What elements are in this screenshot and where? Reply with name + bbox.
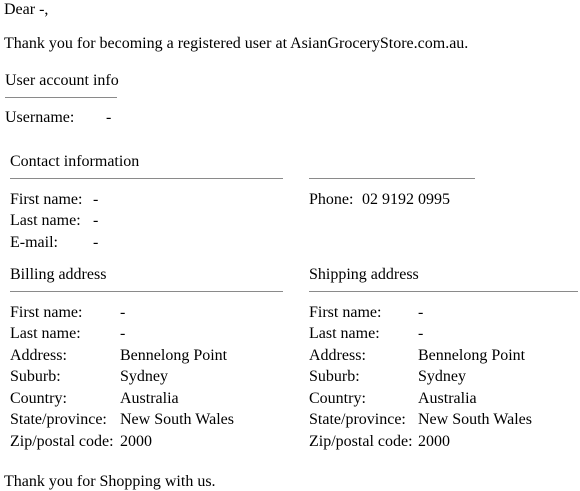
shipping-divider <box>309 291 578 292</box>
shipping-address-label: Address: <box>309 347 366 364</box>
billing-last-name-label: Last name: <box>10 325 81 342</box>
contact-last-name-label: Last name: <box>10 212 81 229</box>
billing-first-name-value: - <box>120 304 126 321</box>
username-label: Username: <box>5 109 75 126</box>
contact-last-name-value: - <box>93 212 99 229</box>
greeting: Dear -, <box>4 1 49 18</box>
shipping-heading: Shipping address <box>309 266 419 283</box>
shipping-last-name-value: - <box>418 325 424 342</box>
phone-value: 02 9192 0995 <box>362 191 450 208</box>
contact-email-value: - <box>93 234 99 251</box>
billing-zip-value: 2000 <box>120 433 152 450</box>
billing-last-name-value: - <box>120 325 126 342</box>
billing-state-value: New South Wales <box>120 411 234 428</box>
shipping-country-value: Australia <box>418 390 477 407</box>
shipping-country-label: Country: <box>309 390 366 407</box>
contact-divider-left <box>10 178 283 179</box>
shipping-suburb-value: Sydney <box>418 368 466 385</box>
billing-first-name-label: First name: <box>10 304 83 321</box>
billing-divider <box>10 291 283 292</box>
billing-country-value: Australia <box>120 390 179 407</box>
billing-suburb-label: Suburb: <box>10 368 61 385</box>
shipping-state-label: State/province: <box>309 411 406 428</box>
billing-country-label: Country: <box>10 390 67 407</box>
intro-text: Thank you for becoming a registered user at AsianGroceryStore.com.au. <box>4 35 469 52</box>
contact-first-name-value: - <box>93 191 99 208</box>
billing-zip-label: Zip/postal code: <box>10 433 114 450</box>
shipping-first-name-label: First name: <box>309 304 382 321</box>
billing-heading: Billing address <box>10 266 107 283</box>
username-value: - <box>106 109 112 126</box>
shipping-last-name-label: Last name: <box>309 325 380 342</box>
shipping-zip-label: Zip/postal code: <box>309 433 413 450</box>
billing-state-label: State/province: <box>10 411 107 428</box>
phone-label: Phone: <box>309 191 354 208</box>
shipping-state-value: New South Wales <box>418 411 532 428</box>
shipping-zip-value: 2000 <box>418 433 450 450</box>
contact-first-name-label: First name: <box>10 191 83 208</box>
billing-address-label: Address: <box>10 347 67 364</box>
contact-heading: Contact information <box>10 153 140 170</box>
shipping-first-name-value: - <box>418 304 424 321</box>
closing-text: Thank you for Shopping with us. <box>4 473 216 490</box>
shipping-suburb-label: Suburb: <box>309 368 360 385</box>
account-divider <box>5 97 117 98</box>
contact-divider-right <box>309 178 475 179</box>
contact-email-label: E-mail: <box>10 234 58 251</box>
billing-suburb-value: Sydney <box>120 368 168 385</box>
billing-address-value: Bennelong Point <box>120 347 228 364</box>
account-heading: User account info <box>5 72 119 89</box>
shipping-address-value: Bennelong Point <box>418 347 526 364</box>
